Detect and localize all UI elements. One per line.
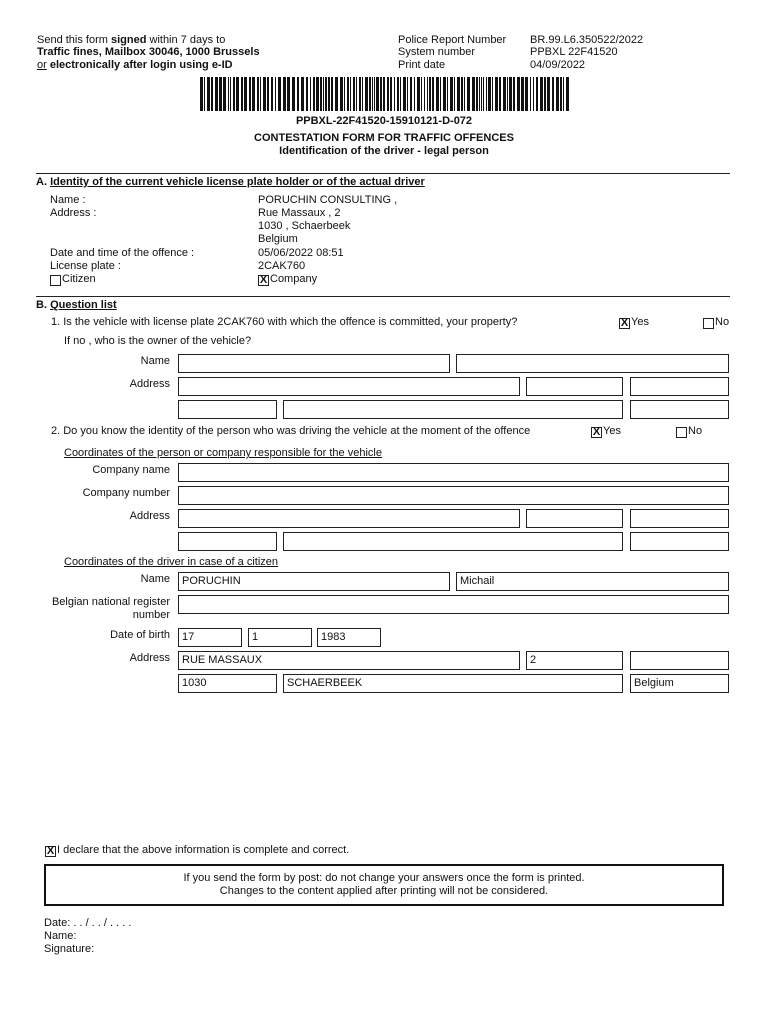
q2-yes-checkbox[interactable]: X <box>592 426 601 438</box>
send-suffix: within 7 days to <box>146 34 226 46</box>
company-box-field[interactable] <box>630 509 729 528</box>
question-1-text: 1. Is the vehicle with license plate 2CAK760 with which the offence is committed, your property? <box>51 316 518 328</box>
national-register-label-1: Belgian national register <box>51 596 170 608</box>
national-register-field[interactable] <box>178 595 729 614</box>
section-b-heading <box>36 299 117 312</box>
section-b-letter: B. <box>36 299 47 311</box>
license-plate-label: License plate : <box>50 260 121 272</box>
notice-line-2: Changes to the content applied after printing will not be considered. <box>219 885 549 897</box>
company-city-field[interactable] <box>283 532 623 551</box>
dob-year-field[interactable]: 1983 <box>317 628 381 647</box>
q1-yes-label: Yes <box>631 316 649 328</box>
send-signed: signed <box>110 34 147 46</box>
mail-address: Traffic fines, Mailbox 30046, 1000 Brussels <box>37 46 260 58</box>
section-a-letter: A. <box>36 176 47 188</box>
holder-address-line3: Belgium <box>258 233 298 245</box>
company-number-label: Company number <box>82 487 170 499</box>
offence-datetime-value: 05/06/2022 08:51 <box>258 247 344 259</box>
driver-postcode-field[interactable]: 1030 <box>178 674 277 693</box>
holder-name-label: Name : <box>50 194 86 206</box>
company-street-field[interactable] <box>178 509 520 528</box>
declaration-text: I declare that the above information is complete and correct. <box>57 844 350 856</box>
q1-no-checkbox[interactable] <box>703 318 714 329</box>
form-subtitle: Identification of the driver - legal person <box>279 145 489 157</box>
driver-name-label: Name <box>140 573 170 585</box>
company-name-field[interactable] <box>178 463 729 482</box>
company-coords-title: Coordinates of the person or company responsible for the vehicle <box>64 447 382 459</box>
send-prefix: Send this form <box>37 34 111 46</box>
license-plate-value: 2CAK760 <box>258 260 306 272</box>
owner-postcode-field[interactable] <box>178 400 277 419</box>
company-postcode-field[interactable] <box>178 532 277 551</box>
print-date-value: 04/09/2022 <box>530 59 586 71</box>
barcode-text: PPBXL-22F41520-15910121-D-072 <box>295 115 473 127</box>
company-label: Company <box>270 273 318 285</box>
question-2-text: 2. Do you know the identity of the person who was driving the vehicle at the moment of the offence <box>51 425 531 437</box>
system-number-value: PPBXL 22F41520 <box>530 46 618 58</box>
holder-name-value: PORUCHIN CONSULTING , <box>258 194 398 206</box>
national-register-label-2: number <box>132 609 170 621</box>
section-a-title: Identity of the current vehicle license plate holder or of the actual driver <box>50 176 425 188</box>
citizen-checkbox[interactable] <box>50 275 61 286</box>
driver-address-label: Address <box>129 652 170 664</box>
holder-address-label: Address : <box>50 207 97 219</box>
company-name-label: Company name <box>92 464 170 476</box>
driver-last-name-field[interactable]: PORUCHIN <box>178 572 450 591</box>
electronic-instruction <box>37 59 233 72</box>
owner-last-name-field[interactable] <box>178 354 450 373</box>
name-line: Name: <box>44 930 77 942</box>
company-checkbox[interactable]: X <box>259 274 268 286</box>
driver-country-field[interactable]: Belgium <box>630 674 729 693</box>
system-number-label: System number <box>398 46 476 58</box>
date-line: Date: . . / . . / . . . . <box>44 917 132 929</box>
owner-box-field[interactable] <box>630 377 729 396</box>
divider-b <box>36 296 730 297</box>
driver-city-field[interactable]: SCHAERBEEK <box>283 674 623 693</box>
electronic-text: electronically after login using e-ID <box>46 59 233 71</box>
offence-datetime-label: Date and time of the offence : <box>50 247 195 259</box>
driver-coords-title: Coordinates of the driver in case of a citizen <box>64 556 279 568</box>
post-notice-box <box>44 864 724 906</box>
citizen-label: Citizen <box>62 273 96 285</box>
company-address-label: Address <box>129 510 170 522</box>
print-date-label: Print date <box>398 59 446 71</box>
driver-number-field[interactable]: 2 <box>526 651 623 670</box>
q2-no-checkbox[interactable] <box>676 427 687 438</box>
q1-no-label: No <box>715 316 730 328</box>
notice-line-1: If you send the form by post: do not change your answers once the form is printed. <box>183 872 585 884</box>
dob-label: Date of birth <box>110 629 170 641</box>
owner-country-field[interactable] <box>630 400 729 419</box>
divider-a <box>36 173 730 174</box>
section-b-title: Question list <box>50 299 117 311</box>
police-report-label: Police Report Number <box>398 34 507 46</box>
q1-followup: If no , who is the owner of the vehicle? <box>64 335 252 347</box>
holder-address-line2: 1030 , Schaerbeek <box>258 220 351 232</box>
section-a-heading <box>36 176 425 189</box>
company-country-field[interactable] <box>630 532 729 551</box>
q2-yes-label: Yes <box>603 425 621 437</box>
driver-first-name-field[interactable]: Michail <box>456 572 729 591</box>
or-word: or <box>37 59 47 71</box>
owner-address-label: Address <box>129 378 170 390</box>
dob-month-field[interactable]: 1 <box>248 628 312 647</box>
signature-line: Signature: <box>44 943 95 955</box>
barcode-image <box>200 77 570 111</box>
owner-name-label: Name <box>140 355 170 367</box>
driver-street-field[interactable]: RUE MASSAUX <box>178 651 520 670</box>
holder-address-line1: Rue Massaux , 2 <box>258 207 341 219</box>
company-number-field[interactable] <box>178 486 729 505</box>
owner-city-field[interactable] <box>283 400 623 419</box>
declaration-checkbox[interactable]: X <box>46 845 55 857</box>
company-number-street-field[interactable] <box>526 509 623 528</box>
driver-box-field[interactable] <box>630 651 729 670</box>
owner-number-field[interactable] <box>526 377 623 396</box>
q2-no-label: No <box>688 425 703 437</box>
dob-day-field[interactable]: 17 <box>178 628 242 647</box>
q1-yes-checkbox[interactable]: X <box>620 317 629 329</box>
owner-street-field[interactable] <box>178 377 520 396</box>
owner-first-name-field[interactable] <box>456 354 729 373</box>
police-report-value: BR.99.L6.350522/2022 <box>530 34 644 46</box>
form-title: CONTESTATION FORM FOR TRAFFIC OFFENCES <box>254 132 514 144</box>
